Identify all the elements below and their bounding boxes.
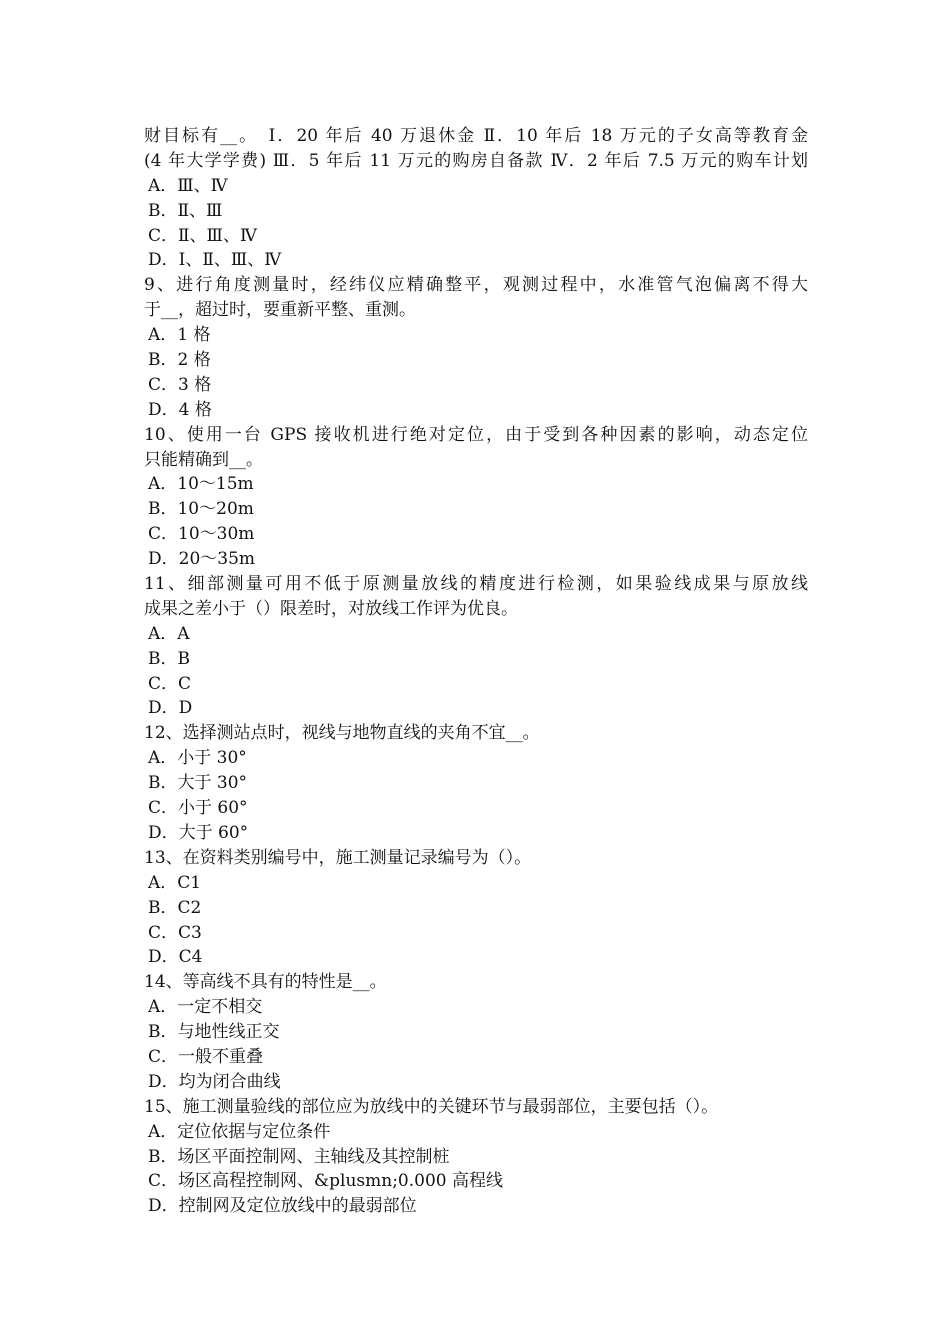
intro-block [144,124,808,273]
option-d: D．大于 60° [148,822,249,843]
option-d: D．20～35m [148,549,256,570]
option-c: C．10～30m [148,524,255,545]
option-a: A．C1 [148,872,202,893]
option-c: C．小于 60° [148,798,248,819]
option-a: A．Ⅲ、Ⅳ [148,175,228,196]
question-stem: 于__，超过时，要重新平整、重测。 [144,300,416,321]
option-b: B．10～20m [148,499,254,520]
question-9 [144,273,808,422]
question-12 [144,721,808,845]
question-stem: 成果之差小于（）限差时，对放线工作评为优良。 [144,598,518,619]
option-c: C．C3 [148,922,202,943]
question-13 [144,846,808,970]
option-a: A．A [148,623,190,644]
question-14 [144,970,808,1094]
question-stem: 13、在资料类别编号中，施工测量记录编号为（）。 [144,847,532,868]
option-b: B．C2 [148,897,202,918]
option-b: B．场区平面控制网、主轴线及其控制桩 [148,1146,450,1167]
option-d: D．D [148,698,193,719]
question-15 [144,1095,808,1219]
document-body [144,124,808,1219]
question-stem: 9、进行角度测量时，经纬仪应精确整平，观测过程中，水准管气泡偏离不得大 [144,275,808,296]
question-stem: 只能精确到__。 [144,449,263,470]
option-a: A．一定不相交 [148,997,263,1018]
question-stem: 15、施工测量验线的部位应为放线中的关键环节与最弱部位，主要包括（）。 [144,1096,719,1117]
option-a: A．定位依据与定位条件 [148,1121,331,1142]
option-b: B．Ⅱ、Ⅲ [148,200,223,221]
option-b: B．大于 30° [148,773,248,794]
intro-line: (4 年大学学费) Ⅲ．5 年后 11 万元的购房自备款 Ⅳ．2 年后 7.5 万元的购车计划 [144,150,808,171]
option-d: D．4 格 [148,399,212,420]
question-stem: 12、选择测站点时，视线与地物直线的夹角不宜__。 [144,723,540,744]
option-b: B．与地性线正交 [148,1022,280,1043]
option-d: D．控制网及定位放线中的最弱部位 [148,1196,417,1217]
option-a: A．10～15m [148,474,254,495]
option-d: D．C4 [148,947,203,968]
question-10 [144,423,808,572]
question-stem: 10、使用一台 GPS 接收机进行绝对定位，由于受到各种因素的影响，动态定位 [144,424,808,445]
option-c: C．场区高程控制网、&plusmn;0.000 高程线 [148,1171,503,1192]
option-b: B．2 格 [148,350,211,371]
option-c: C．Ⅱ、Ⅲ、Ⅳ [148,225,257,246]
option-c: C．一般不重叠 [148,1046,264,1067]
option-c: C．C [148,673,192,694]
option-a: A．小于 30° [148,748,247,769]
option-d: D．Ⅰ、Ⅱ、Ⅲ、Ⅳ [148,250,282,271]
option-c: C．3 格 [148,374,212,395]
option-a: A．1 格 [148,325,211,346]
question-11 [144,572,808,721]
option-b: B．B [148,648,190,669]
option-d: D．均为闭合曲线 [148,1071,281,1092]
intro-line: 财目标有__。 Ⅰ．20 年后 40 万退休金 Ⅱ．10 年后 18 万元的子女高等教育金 [144,126,808,146]
question-stem: 11、细部测量可用不低于原测量放线的精度进行检测，如果验线成果与原放线 [144,574,808,595]
question-stem: 14、等高线不具有的特性是__。 [144,972,387,993]
